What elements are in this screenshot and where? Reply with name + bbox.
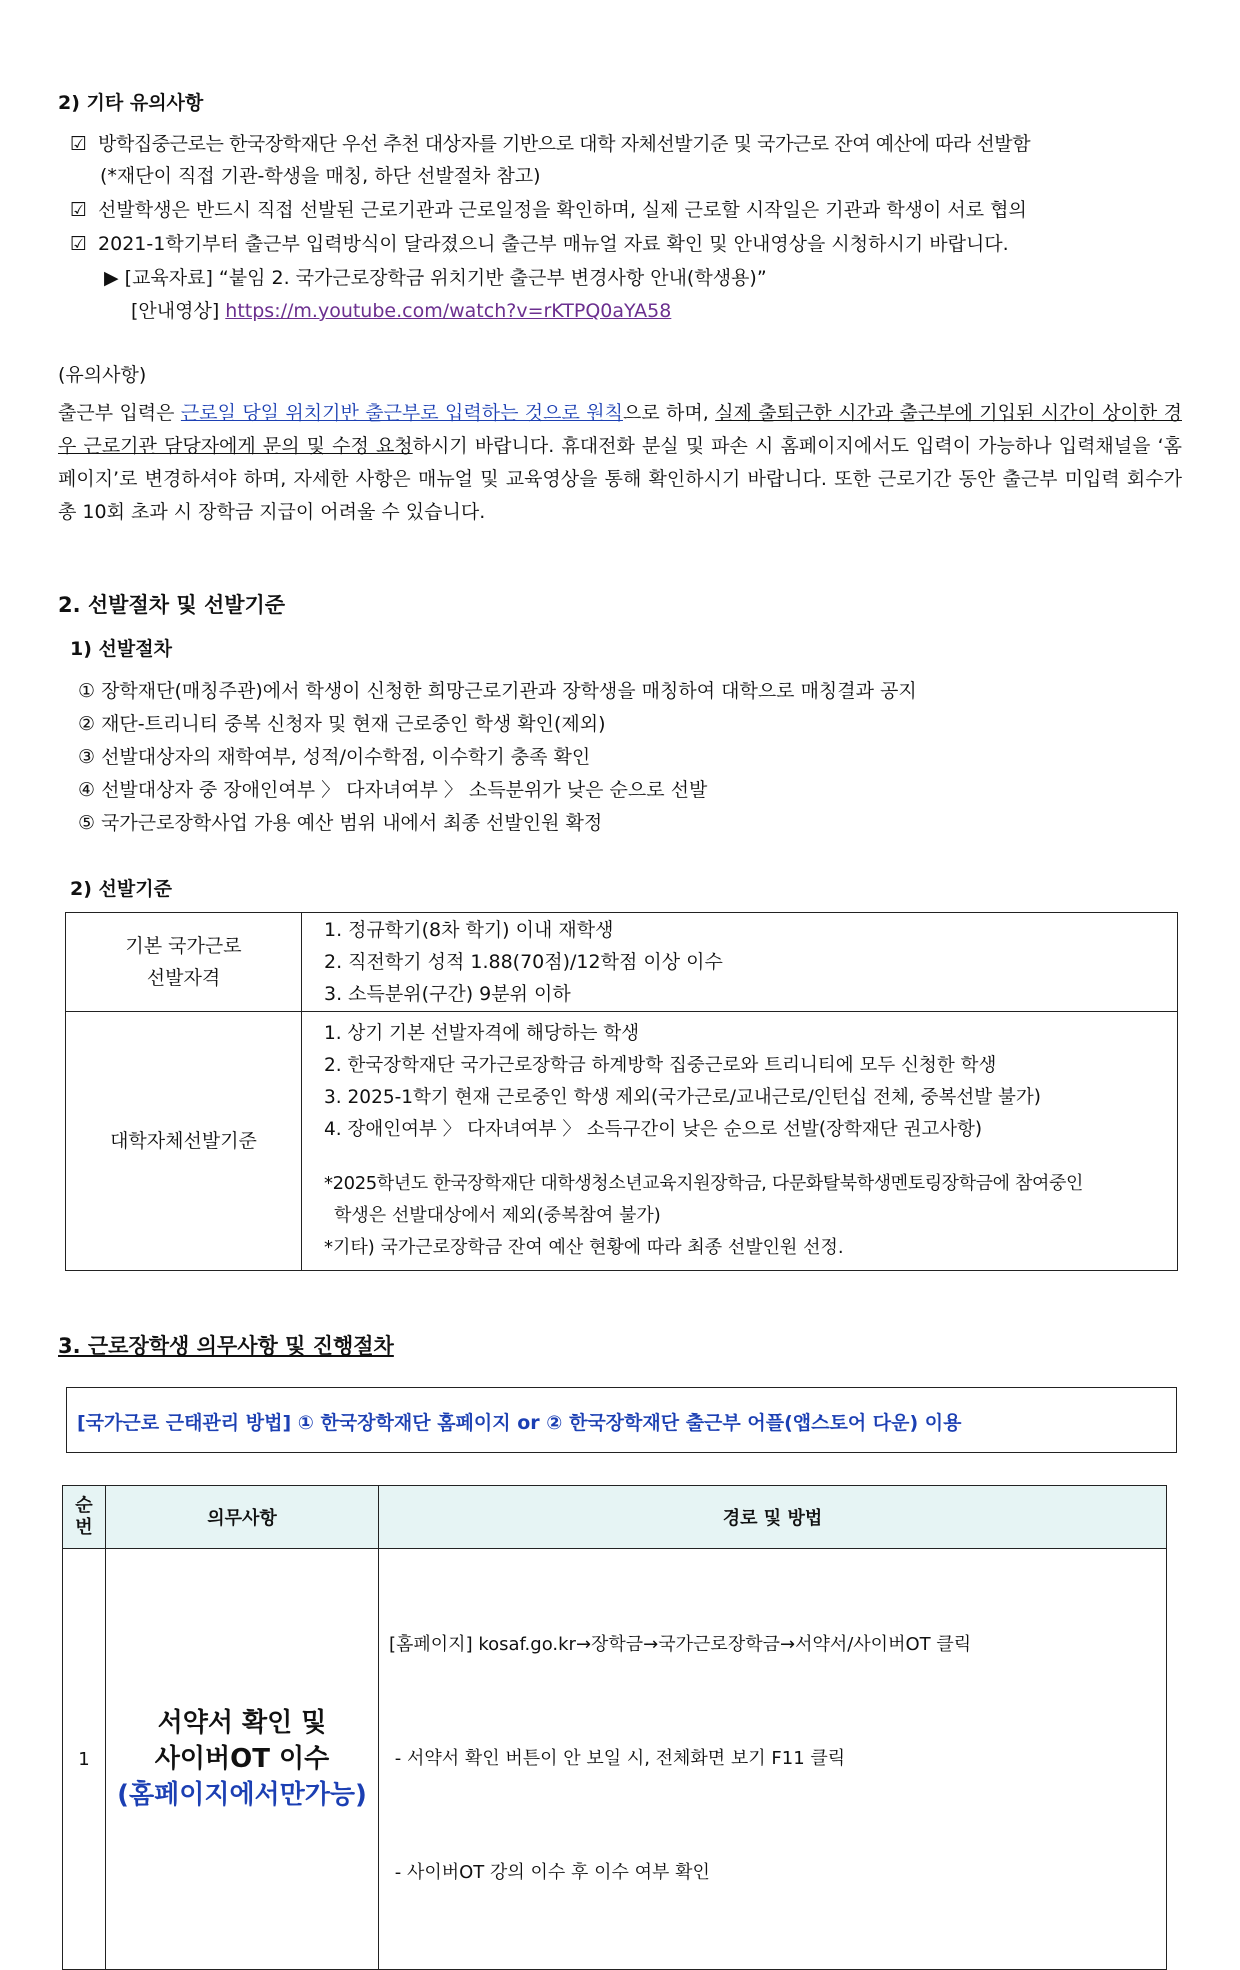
criteria-row-univ	[66, 1012, 1178, 1271]
method-line: - 서약서 확인 버튼이 안 보일 시, 전체화면 보기 F11 클릭	[389, 1748, 846, 1769]
procedure-step: ⑤ 국가근로장학사업 가용 예산 범위 내에서 최종 선발인원 확정	[78, 812, 603, 834]
basic-item: 2. 직전학기 성적 1.88(70점)/12학점 이상 이수	[324, 951, 723, 973]
etc-item-1	[70, 129, 1030, 156]
video-label: [안내영상]	[131, 300, 220, 322]
section-3-title: 3. 근로장학생 의무사항 및 진행절차	[58, 1334, 394, 1358]
duty-row-duty	[106, 1549, 379, 1970]
etc-item-2	[70, 195, 1027, 222]
basic-label: 기본 국가근로	[125, 935, 242, 957]
basic-item: 3. 소득분위(구간) 9분위 이하	[324, 983, 571, 1005]
etc-item-note: (*재단이 직접 기관-학생을 매칭, 하단 선발절차 참고)	[100, 165, 541, 187]
procedure-step: ② 재단-트리니티 중복 신청자 및 현재 근로중인 학생 확인(제외)	[78, 713, 606, 735]
duty-line-web-only: (홈페이지에서만가능)	[117, 1780, 367, 1810]
basic-label: 선발자격	[146, 967, 221, 989]
univ-item: 3. 2025-1학기 현재 근로중인 학생 제외(국가근로/교내근로/인턴십 전체, 중복선발 불가)	[324, 1087, 1042, 1108]
caution-text: 으로 하며,	[622, 402, 716, 424]
video-line	[131, 296, 671, 323]
etc-heading: 2) 기타 유의사항	[58, 92, 204, 114]
caution-text: 하시기 바랍니다. 휴대전화 분실 및 파손 시 홈페이지에서도 입력이 가능하나 입력채널을 ‘홈페이지’로 변경하셔야 하며, 자세한 사항은 매뉴얼 및 교육영상을 통해 확인하시기 바랍니다. 또한 근로기간 동안 출근부 미입력 회수가 총 10회 초과 시 장학금 지급이 어려울 수 있습니다.	[58, 435, 1182, 523]
criteria-table	[65, 912, 1178, 1271]
caution-paragraph	[58, 397, 1182, 529]
univ-note: *2025학년도 한국장학재단 대학생청소년교육지원장학금, 다문화탈북학생멘토링장학금에 참여중인	[324, 1173, 1083, 1194]
duty-line: 사이버OT 이수	[154, 1744, 330, 1774]
checkbox-icon: ☑	[70, 133, 88, 155]
caution-label: (유의사항)	[58, 364, 147, 386]
th-method: 경로 및 방법	[379, 1486, 1167, 1549]
procedure-step: ④ 선발대상자 중 장애인여부 〉 다자녀여부 〉 소득분위가 낮은 순으로 선발	[78, 779, 708, 801]
video-link[interactable]: https://m.youtube.com/watch?v=rKTPQ0aYA58	[225, 300, 672, 322]
method-line: [홈페이지] kosaf.go.kr→장학금→국가근로장학금→서약서/사이버OT 클릭	[389, 1634, 972, 1655]
duty-line: 서약서 확인 및	[157, 1708, 327, 1738]
edu-material: ▶ [교육자료] “붙임 2. 국가근로장학금 위치기반 출근부 변경사항 안내(학생용)”	[104, 267, 767, 289]
th-no	[63, 1486, 106, 1549]
th-no-line: 번	[75, 1517, 93, 1538]
univ-item: 2. 한국장학재단 국가근로장학금 하계방학 집중근로와 트리니티에 모두 신청한 학생	[324, 1055, 997, 1076]
etc-item-text: 선발학생은 반드시 직접 선발된 근로기관과 근로일정을 확인하며, 실제 근로할 시작일은 기관과 학생이 서로 협의	[98, 199, 1027, 221]
section-2-title: 2. 선발절차 및 선발기준	[58, 593, 286, 617]
etc-item-3	[70, 229, 1009, 256]
duty-table	[62, 1485, 1167, 1970]
univ-item: 4. 장애인여부 〉 다자녀여부 〉 소득구간이 낮은 순으로 선발(장학재단 권고사항)	[324, 1119, 983, 1140]
duty-row-no: 1	[63, 1549, 106, 1970]
criteria-row-basic	[66, 913, 1178, 1012]
basic-label-cell	[66, 913, 302, 1012]
caution-underline: 실제 출퇴근한 시간과 출근부에 기입된 시간이 상이한 경우 근로기관 담당자에게 문의 및 수정 요청	[58, 402, 1182, 457]
criteria-heading: 2) 선발기준	[70, 878, 172, 900]
basic-item: 1. 정규학기(8차 학기) 이내 재학생	[324, 919, 614, 941]
univ-label: 대학자체선발기준	[110, 1130, 257, 1152]
univ-label-cell	[66, 1012, 302, 1271]
duty-header-row	[63, 1486, 1167, 1549]
caution-emphasis: 근로일 당일 위치기반 출근부로 입력하는 것으로 원칙	[180, 402, 623, 424]
basic-content-cell	[302, 913, 1178, 1012]
procedure-heading: 1) 선발절차	[70, 638, 172, 660]
duty-row-method	[379, 1549, 1167, 1970]
duty-row	[63, 1549, 1167, 1970]
checkbox-icon: ☑	[70, 233, 88, 255]
univ-note: 학생은 선발대상에서 제외(중복참여 불가)	[334, 1205, 661, 1226]
checkbox-icon: ☑	[70, 199, 88, 221]
attendance-notice-text: [국가근로 근태관리 방법] ① 한국장학재단 홈페이지 or ② 한국장학재단 출근부 어플(앱스토어 다운) 이용	[77, 1412, 962, 1434]
method-line: - 사이버OT 강의 이수 후 이수 여부 확인	[389, 1862, 710, 1883]
univ-note: *기타) 국가근로장학금 잔여 예산 현황에 따라 최종 선발인원 선정.	[324, 1237, 844, 1258]
univ-item: 1. 상기 기본 선발자격에 해당하는 학생	[324, 1023, 640, 1044]
attendance-notice	[66, 1387, 1177, 1453]
procedure-step: ③ 선발대상자의 재학여부, 성적/이수학점, 이수학기 충족 확인	[78, 746, 591, 768]
etc-item-text: 2021-1학기부터 출근부 입력방식이 달라졌으니 출근부 매뉴얼 자료 확인 및 안내영상을 시청하시기 바랍니다.	[98, 233, 1009, 255]
procedure-step: ① 장학재단(매칭주관)에서 학생이 신청한 희망근로기관과 장학생을 매칭하여 대학으로 매칭결과 공지	[78, 680, 917, 702]
th-no-line: 순	[75, 1495, 93, 1516]
th-duty: 의무사항	[106, 1486, 379, 1549]
etc-item-text: 방학집중근로는 한국장학재단 우선 추천 대상자를 기반으로 대학 자체선발기준 및 국가근로 잔여 예산에 따라 선발함	[98, 133, 1031, 155]
univ-content-cell	[302, 1012, 1178, 1271]
caution-text: 출근부 입력은	[58, 402, 181, 424]
